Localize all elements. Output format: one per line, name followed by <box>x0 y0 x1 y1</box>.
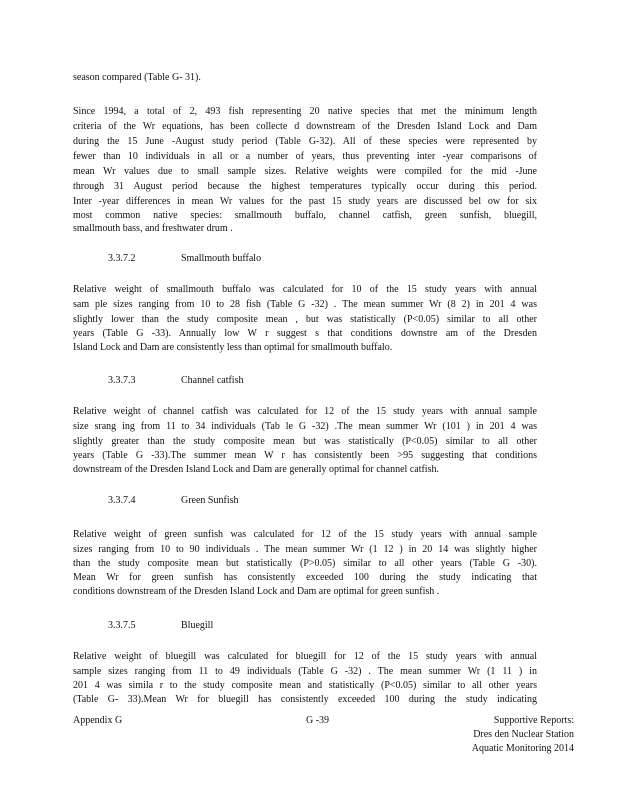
text-line: slightly greater than the study composite mean but was statistically (P<0.05) similar to all other <box>73 436 537 447</box>
text-line: sample sizes ranging from 11 to 49 individuals (Table G -32) . The mean summer Wr (1 11 ) in <box>73 666 537 677</box>
footer-report-title: Aquatic Monitoring 2014 <box>471 743 574 754</box>
text-line: Mean Wr for green sunfish has consistently exceeded 100 during the study indicating that <box>73 572 537 583</box>
section-title: Bluegill <box>181 620 214 631</box>
text-line: smallmouth bass, and freshwater drum . <box>73 223 233 234</box>
section-number: 3.3.7.5 <box>108 620 136 631</box>
section-number: 3.3.7.3 <box>108 375 136 386</box>
text-line: Relative weight of green sunfish was calculated for 12 of the 15 study years with annual sample <box>73 529 537 540</box>
text-line: 201 4 was simila r to the study composite mean and statistically (P<0.05) similar to all other years <box>73 680 537 691</box>
text-line: most common native species: smallmouth buffalo, channel catfish, green sunfish, bluegill, <box>73 210 537 221</box>
text-line: mean Wr values due to small sample sizes. Relative weights were compiled for the mid -June <box>73 166 537 177</box>
section-title: Smallmouth buffalo <box>181 253 262 264</box>
text-line: size srang ing from 11 to 34 individuals (Tab le G -32) .The mean summer Wr (101 ) in 201 4 was <box>73 421 537 432</box>
text-line: through 31 August period because the highest temperatures typically occur during this period. <box>73 181 537 192</box>
text-line: Relative weight of channel catfish was calculated for 12 of the 15 study years with annual sample <box>73 406 537 417</box>
text-line: Relative weight of bluegill was calculated for bluegill for 12 of the 15 study years with annual <box>73 651 537 662</box>
section-title: Channel catfish <box>181 375 244 386</box>
text-line: during the 15 June -August study period (Table G-32). All of these species were represented by <box>73 136 537 147</box>
text-line: criteria of the Wr equations, has been collecte d downstream of the Dresden Island Lock and Dam <box>73 121 537 132</box>
text-line: Since 1994, a total of 2, 493 fish representing 20 native species that met the minimum length <box>73 106 537 117</box>
footer-page-number: G -39 <box>306 715 330 726</box>
intro-line: season compared (Table G- 31). <box>73 72 201 83</box>
text-line: Inter -year differences in mean Wr values for the past 15 study years are discussed bel ow for six <box>73 196 537 207</box>
text-line: Island Lock and Dam are consistently less than optimal for smallmouth buffalo. <box>73 342 393 353</box>
text-line: downstream of the Dresden Island Lock and Dam are generally optimal for channel catfish. <box>73 464 439 475</box>
text-line: years (Table G -33).The summer mean W r has consistently been >95 suggesting that conditions <box>73 450 537 461</box>
text-line: years (Table G -33). Annually low W r suggest s that conditions downstre am of the Dresden <box>73 328 537 339</box>
footer-report-type: Supportive Reports: <box>493 715 574 726</box>
text-line: Relative weight of smallmouth buffalo was calculated for 10 of the 15 study years with annual <box>73 284 537 295</box>
text-line: (Table G- 33).Mean Wr for bluegill has consistently exceeded 100 during the study indicating <box>73 694 537 705</box>
section-number: 3.3.7.2 <box>108 253 136 264</box>
text-line: conditions downstream of the Dresden Island Lock and Dam are optimal for green sunfish . <box>73 586 440 597</box>
text-line: fewer than 10 individuals in all or a number of years, thus preventing inter -year comparisons of <box>73 151 537 162</box>
footer-station: Dres den Nuclear Station <box>473 729 574 740</box>
text-line: sizes ranging from 10 to 90 individuals . The mean summer Wr (1 12 ) in 20 14 was slightly higher <box>73 544 537 555</box>
section-title: Green Sunfish <box>181 495 239 506</box>
footer-appendix: Appendix G <box>73 715 123 726</box>
text-line: slightly lower than the study composite mean , but was statistically (P<0.05) similar to all other <box>73 314 537 325</box>
text-line: than the study composite mean but statistically (P>0.05) similar to all other years (Table G -30). <box>73 558 537 569</box>
text-line: sam ple sizes ranging from 10 to 28 fish (Table G -32) . The mean summer Wr (8 2) in 201 4 was <box>73 299 537 310</box>
section-number: 3.3.7.4 <box>108 495 136 506</box>
